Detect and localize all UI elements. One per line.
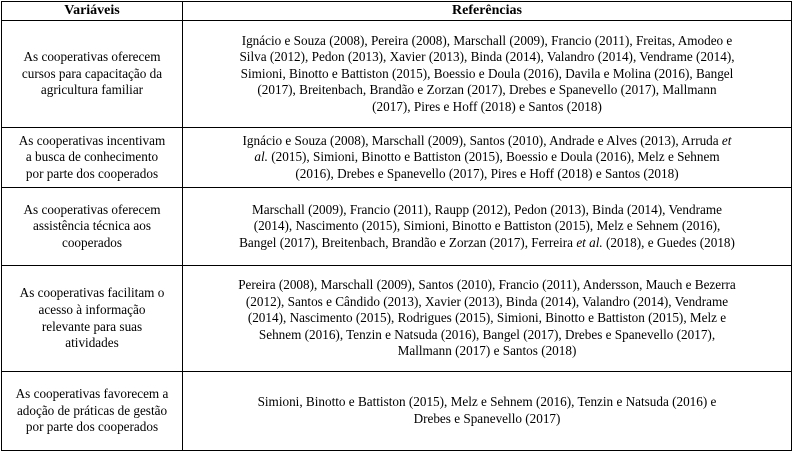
reference-line: Drebes e Spanevello (2017) [413,411,561,426]
reference-line: Silva (2012), Pedon (2013), Xavier (2013), Binda (2014), Valandro (2014), Vendrame (2014), [239,49,735,65]
table-row [2,372,792,451]
table-row [2,128,792,188]
reference-line: Simioni, Binotto e Battiston (2015), Melz e Sehnem (2016), Tenzin e Natsuda (2016) e [257,394,717,410]
reference-line: (2012), Santos e Cândido (2013), Xavier (2013), Binda (2014), Valandro (2014), Vendrame [245,293,729,309]
variable-line: As cooperativas facilitam o [19,285,165,301]
variable-cell [2,21,183,128]
references-cell [183,372,792,451]
reference-line: al. (2015), Simioni, Binotto e Battiston (2015), Boessio e Doula (2016), Melz e Sehnem [254,149,720,165]
reference-line: (2017), Breitenbach, Brandão e Zorzan (2017), Drebes e Spanevello (2017), Mallmann [257,82,717,98]
reference-line: Sehnem (2016), Tenzin e Natsuda (2016), Bangel (2017), Drebes e Spanevello (2017), [258,326,716,342]
reference-line: (2014), Nascimento (2015), Simioni, Binotto e Battiston (2015), Melz e Sehnem (2016), [253,218,721,234]
header-row [2,2,792,21]
variable-line: relevante para suas [41,318,143,334]
reference-line: (2017), Pires e Hoff (2018) e Santos (2018) [372,98,602,114]
table-row [2,266,792,372]
reference-line: (2014), Nascimento (2015), Rodrigues (2015), Simioni, Binotto e Battiston (2015), Melz e [247,310,727,326]
variable-line: acesso à informação [38,301,146,317]
table-row [2,188,792,266]
reference-line: Bangel (2017), Breitenbach, Brandão e Zorzan (2017), Ferreira et al. (2018), e Guedes (2018) [239,234,735,250]
reference-line: Mallmann (2017) e Santos (2018) [397,343,577,359]
variable-line: adoção de práticas de gestão [16,402,168,418]
variable-cell [2,372,183,451]
variable-line: atividades [65,335,119,351]
references-cell [183,188,792,266]
references-table [1,1,792,451]
variable-line: por parte dos cooperados [25,419,159,435]
header-references: Referências [183,2,792,21]
variable-line: As cooperativas favorecem a [15,386,169,402]
reference-line: Ignácio e Souza (2008), Pereira (2008), Marschall (2009), Francio (2011), Freitas, Amodeo e [241,32,733,48]
variable-line: agricultura familiar [40,82,144,98]
variable-cell [2,266,183,372]
references-cell [183,21,792,128]
variable-line: assistência técnica aos [33,218,151,234]
variable-line: cursos para capacitação da [21,65,163,81]
variable-line: As cooperativas oferecem [23,49,161,65]
reference-line: Marschall (2009), Francio (2011), Raupp (2012), Pedon (2013), Binda (2014), Vendrame [252,201,722,217]
reference-line: (2016), Drebes e Spanevello (2017), Pires e Hoff (2018) e Santos (2018) [295,165,679,181]
reference-line: Pereira (2008), Marschall (2009), Santos (2010), Francio (2011), Andersson, Mauch e Bezerra [238,277,736,293]
references-cell [183,266,792,372]
variable-cell [2,128,183,188]
variable-line: cooperados [61,234,123,250]
variable-line: por parte dos cooperados [25,165,159,181]
variable-cell [2,188,183,266]
reference-line: Ignácio e Souza (2008), Marschall (2009), Santos (2010), Andrade e Alves (2013), Arruda et [242,132,732,148]
header-variables: Variáveis [2,2,183,21]
variable-line: As cooperativas incentivam [18,132,166,148]
variable-line: As cooperativas oferecem [23,201,161,217]
variable-line: a busca de conhecimento [25,149,159,165]
references-cell [183,128,792,188]
table-row [2,21,792,128]
reference-line: Simioni, Binotto e Battiston (2015), Boessio e Doula (2016), Davila e Molina (2016), Bangel [240,65,734,81]
